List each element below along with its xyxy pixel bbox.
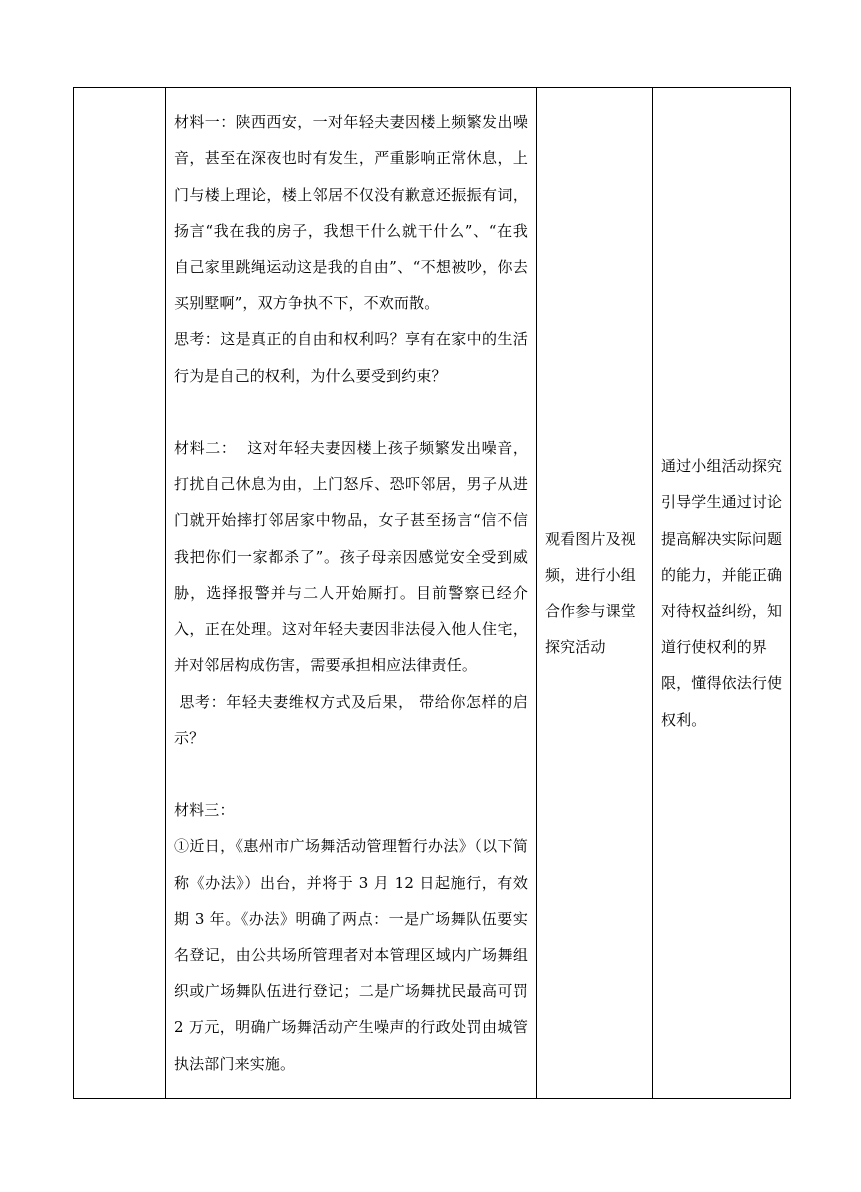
spacer (174, 756, 528, 792)
spacer (174, 394, 528, 430)
student-activity-text: 观看图片及视频，进行小组合作参与课堂探究活动 (545, 529, 636, 657)
design-intent-cell (653, 88, 791, 1099)
student-activity-cell (537, 88, 653, 1099)
stage-cell (74, 88, 166, 1099)
content-text (166, 104, 536, 1081)
material-three-text: ①近日，《惠州市广场舞活动管理暂行办法》（以下简称《办法》）出台，并将于 3 月 12 日起施行，有效期 3 年。《办法》明确了两点：一是广场舞队伍要实名登记，由公共场所管理者对本管理区域内广场舞组织或广场舞队伍进行登记；二是广场舞扰民最高可罚 2 万元，明确广场舞活动产生噪声的行政处罚由城管执法部门来实施。 (174, 837, 528, 1073)
material-three-title: 材料三： (174, 801, 235, 820)
question-one-text: 思考：这是真正的自由和权利吗？享有在家中的生活行为是自己的权利，为什么要受到约束？ (174, 330, 528, 385)
table-row (74, 88, 791, 1099)
content-cell (166, 88, 537, 1099)
design-intent-text: 通过小组活动探究引导学生通过讨论提高解决实际问题的能力，并能正确对待权益纠纷，知道行使权利的界限，懂得依法行使权利。 (661, 457, 783, 729)
lesson-plan-table (73, 87, 791, 1099)
material-one-text: 材料一：陕西西安，一对年轻夫妻因楼上频繁发出噪音，甚至在深夜也时有发生，严重影响正常休息，上门与楼上理论，楼上邻居不仅没有歉意还振振有词，扬言“我在我的房子，我想干什么就干什么”、“在我自己家里跳绳运动这是我的自由”、“不想被吵，你去买别墅啊”，双方争执不下，不欢而散。 (174, 113, 528, 313)
question-two-text: 思考：年轻夫妻维权方式及后果， 带给你怎样的启示？ (174, 692, 528, 747)
material-two-text: 材料二： 这对年轻夫妻因楼上孩子频繁发出噪音，打扰自己休息为由，上门怒斥、恐吓邻居，男子从进门就开始摔打邻居家中物品，女子甚至扬言“信不信我把你们一家都杀了”。孩子母亲因感觉安全受到威胁，选择报警并与二人开始厮打。目前警察已经介入，正在处理。这对年轻夫妻因非法侵入他人住宅，并对邻居构成伤害，需要承担相应法律责任。 (174, 439, 528, 675)
